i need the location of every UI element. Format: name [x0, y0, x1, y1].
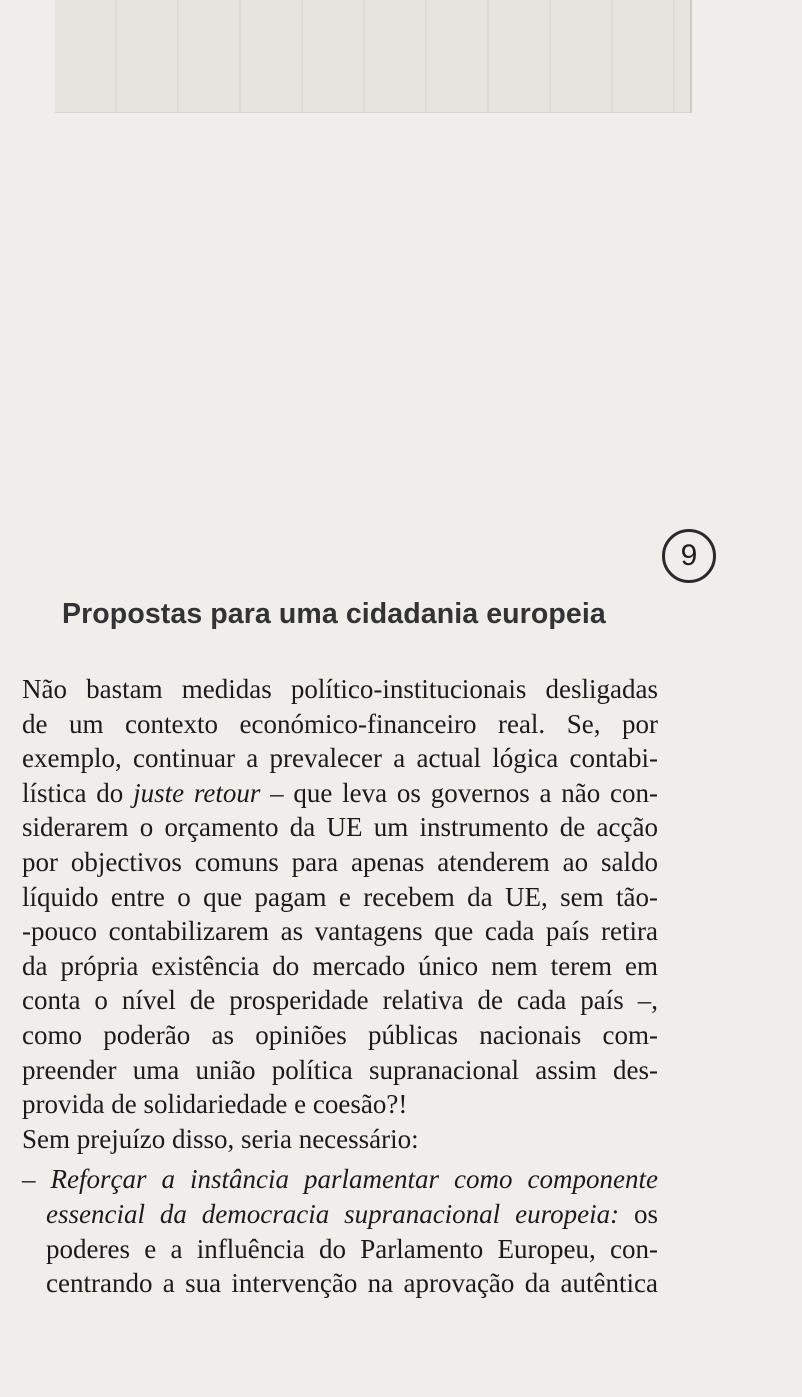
- page-number: 9: [680, 539, 698, 572]
- text-line: -pouco contabilizarem as vantagens que cada país retira: [22, 916, 658, 947]
- text-fragment: os: [619, 1198, 658, 1229]
- text-line: por objectivos comuns para apenas atenderem ao saldo: [22, 846, 658, 877]
- paragraph-intro: Sem prejuízo disso, seria necessário:: [22, 1123, 419, 1154]
- text-fragment: lística do: [22, 777, 134, 808]
- italic-lead: – Reforçar a instância parlamentar como componente: [22, 1164, 658, 1195]
- text-line: [22, 776, 658, 811]
- italic-lead: essencial da democracia supranacional europeia:: [46, 1198, 620, 1229]
- bullet-item: [22, 1162, 658, 1300]
- page-number-badge: [662, 529, 716, 583]
- text-line: siderarem o orçamento da UE um instrumento de acção: [22, 812, 658, 843]
- text-fragment: – que leva os governos a não con-: [260, 777, 659, 808]
- text-line: exemplo, continuar a prevalecer a actual lógica contabi-: [22, 743, 658, 774]
- text-line: centrando a sua intervenção na aprovação da autêntica: [46, 1268, 658, 1299]
- text-line: conta o nível de prosperidade relativa de cada país –,: [22, 985, 658, 1016]
- text-line: provida de solidariedade e coesão?!: [22, 1089, 408, 1120]
- text-line: líquido entre o que pagam e recebem da UE, sem tão-: [22, 881, 658, 912]
- text-line: como poderão as opiniões públicas nacionais com-: [22, 1019, 658, 1050]
- body-text: [22, 672, 658, 1301]
- text-line: [22, 1197, 658, 1232]
- italic-term: juste retour: [133, 777, 261, 808]
- text-line: de um contexto económico-financeiro real. Se, por: [22, 708, 658, 739]
- text-line: preender uma união política supranacional assim des-: [22, 1054, 658, 1085]
- text-line: poderes e a influência do Parlamento Europeu, con-: [46, 1233, 658, 1264]
- section-heading: Propostas para uma cidadania europeia: [62, 598, 606, 630]
- text-line: Não bastam medidas político-institucionais desligadas: [22, 674, 658, 704]
- text-line: da própria existência do mercado único nem terem em: [22, 950, 658, 981]
- show-through-table: [55, 0, 692, 113]
- text-line: [22, 1162, 658, 1197]
